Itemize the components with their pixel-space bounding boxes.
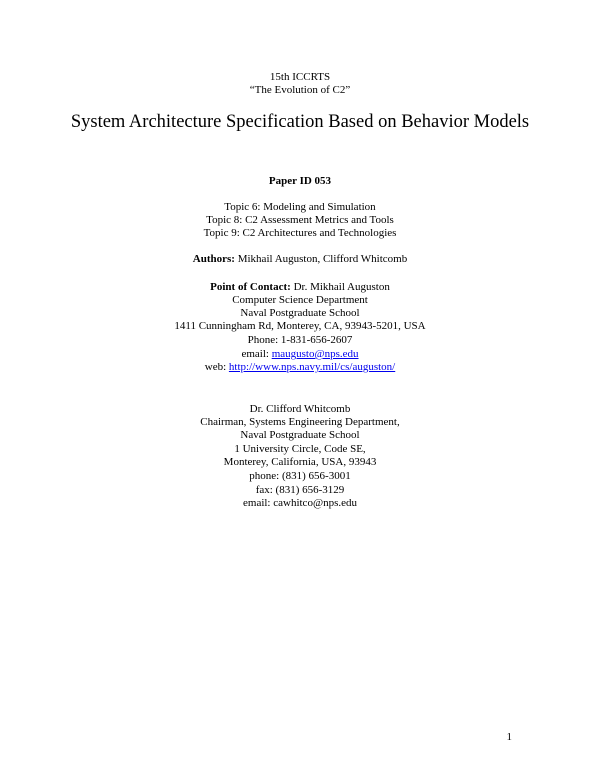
second-author-name: Dr. Clifford Whitcomb (249, 403, 351, 415)
topic-line: Topic 8: C2 Assessment Metrics and Tools (206, 214, 394, 226)
second-author-address1: 1 University Circle, Code SE, (234, 443, 366, 455)
second-author-address2: Monterey, California, USA, 93943 (223, 456, 377, 468)
contact-department: Computer Science Department (232, 294, 368, 306)
authors-names: Mikhail Auguston, Clifford Whitcomb (237, 253, 408, 265)
contact-email-line (0, 348, 600, 361)
conference-theme: “The Evolution of C2” (249, 84, 351, 96)
email-label: email: (241, 348, 269, 360)
topic-line: Topic 6: Modeling and Simulation (224, 201, 376, 213)
contact-phone: Phone: 1-831-656-2607 (247, 334, 353, 346)
second-author-position: Chairman, Systems Engineering Department, (200, 416, 400, 428)
contact-school: Naval Postgraduate School (240, 307, 360, 319)
web-label: web: (204, 361, 227, 373)
paper-title: System Architecture Specification Based on Behavior Models (70, 112, 530, 132)
second-author-email: email: cawhitco@nps.edu (243, 497, 357, 509)
email-link[interactable]: maugusto@nps.edu (271, 348, 359, 360)
contact-name: Dr. Mikhail Auguston (293, 281, 390, 293)
authors-line (0, 253, 600, 266)
second-author-fax: fax: (831) 656-3129 (255, 484, 345, 496)
contact-label: Point of Contact: (210, 281, 291, 293)
contact-address: 1411 Cunningham Rd, Monterey, CA, 93943-5201, USA (174, 320, 426, 332)
page-number: 1 (506, 731, 512, 743)
authors-label: Authors: (192, 253, 235, 265)
second-author-school: Naval Postgraduate School (240, 429, 360, 441)
contact-line (0, 281, 600, 294)
web-link[interactable]: http://www.nps.navy.mil/cs/auguston/ (228, 361, 396, 373)
paper-id: Paper ID 053 (268, 175, 332, 187)
contact-web-line (0, 361, 600, 374)
conference-name: 15th ICCRTS (269, 71, 331, 83)
second-author-phone: phone: (831) 656-3001 (249, 470, 351, 482)
topic-line: Topic 9: C2 Architectures and Technologies (203, 227, 397, 239)
